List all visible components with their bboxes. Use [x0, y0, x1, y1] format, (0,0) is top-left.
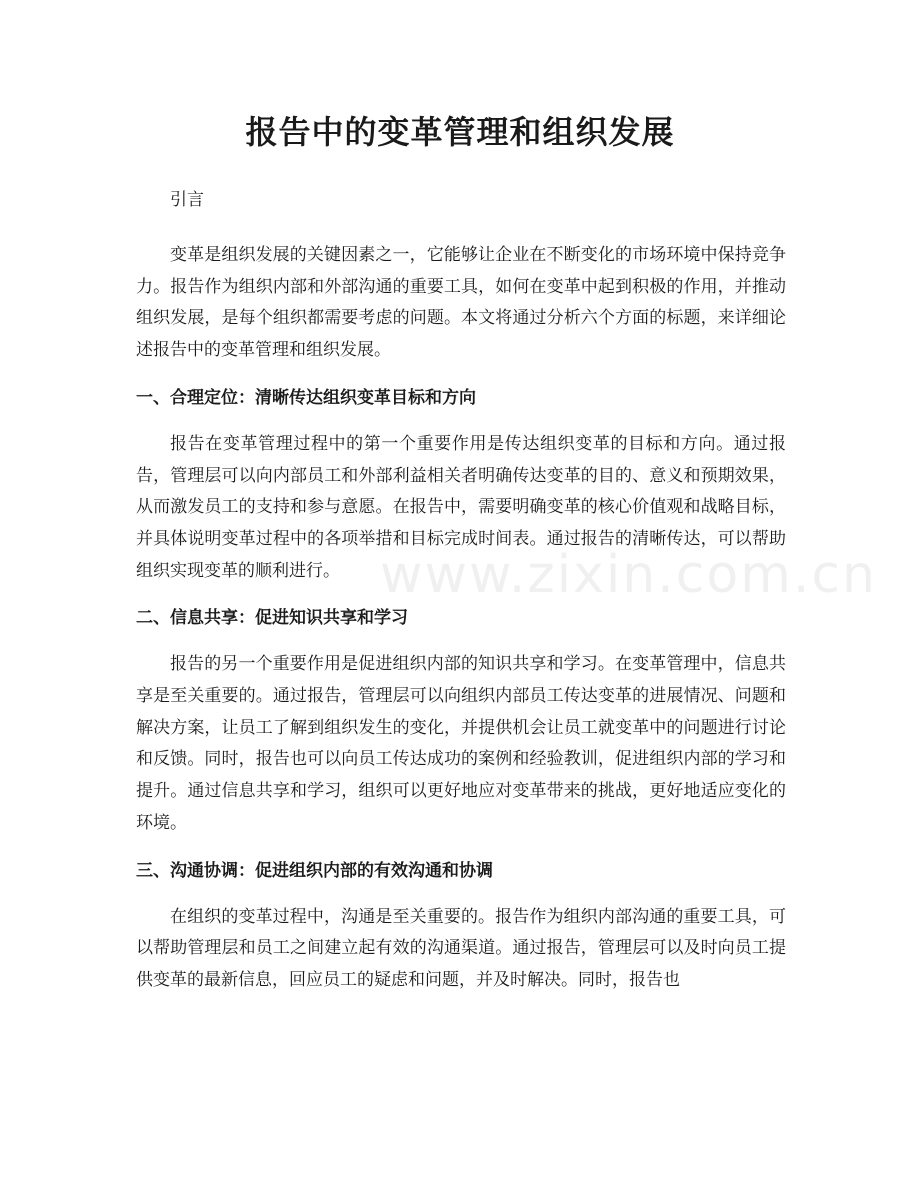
document-body — [136, 183, 786, 1011]
section-paragraph-3: 在组织的变革过程中，沟通是至关重要的。报告作为组织内部沟通的重要工具，可以帮助管理层和员工之间建立起有效的沟通渠道。通过报告，管理层可以及时向员工提供变革的最新信息，回应员工的疑虑和问题，并及时解决。同时，报告也 — [136, 906, 786, 990]
watermark: www.zixin.com.cn — [380, 545, 877, 605]
section-heading-2: 二、信息共享：促进知识共享和学习 — [136, 608, 408, 629]
intro-paragraph: 变革是组织发展的关键因素之一，它能够让企业在不断变化的市场环境中保持竞争力。报告作为组织内部和外部沟通的重要工具，如何在变革中起到积极的作用，并推动组织发展，是每个组织都需要考虑的问题。本文将通过分析六个方面的标题，来详细论述报告中的变革管理和组织发展。 — [136, 245, 786, 361]
section-heading-1: 一、合理定位：清晰传达组织变革目标和方向 — [136, 387, 476, 408]
document-title: 报告中的变革管理和组织发展 — [245, 113, 675, 151]
section-paragraph-1: 报告在变革管理过程中的第一个重要作用是传达组织变革的目标和方向。通过报告，管理层可以向内部员工和外部利益相关者明确传达变革的目的、意义和预期效果，从而激发员工的支持和参与意愿。在报告中，需要明确变革的核心价值观和战略目标，并具体说明变革过程中的各项举措和目标完成时间表。通过报告的清晰传达，可以帮助组织实现变革的顺利进行。 — [136, 433, 786, 581]
section-heading-3: 三、沟通协调：促进组织内部的有效沟通和协调 — [136, 860, 493, 881]
section-paragraph-2: 报告的另一个重要作用是促进组织内部的知识共享和学习。在变革管理中，信息共享是至关重要的。通过报告，管理层可以向组织内部员工传达变革的进展情况、问题和解决方案，让员工了解到组织发生的变化，并提供机会让员工就变革中的问题进行讨论和反馈。同时，报告也可以向员工传达成功的案例和经验教训，促进组织内部的学习和提升。通过信息共享和学习，组织可以更好地应对变革带来的挑战，更好地适应变化的环境。 — [136, 654, 786, 833]
intro-label: 引言 — [170, 190, 204, 210]
